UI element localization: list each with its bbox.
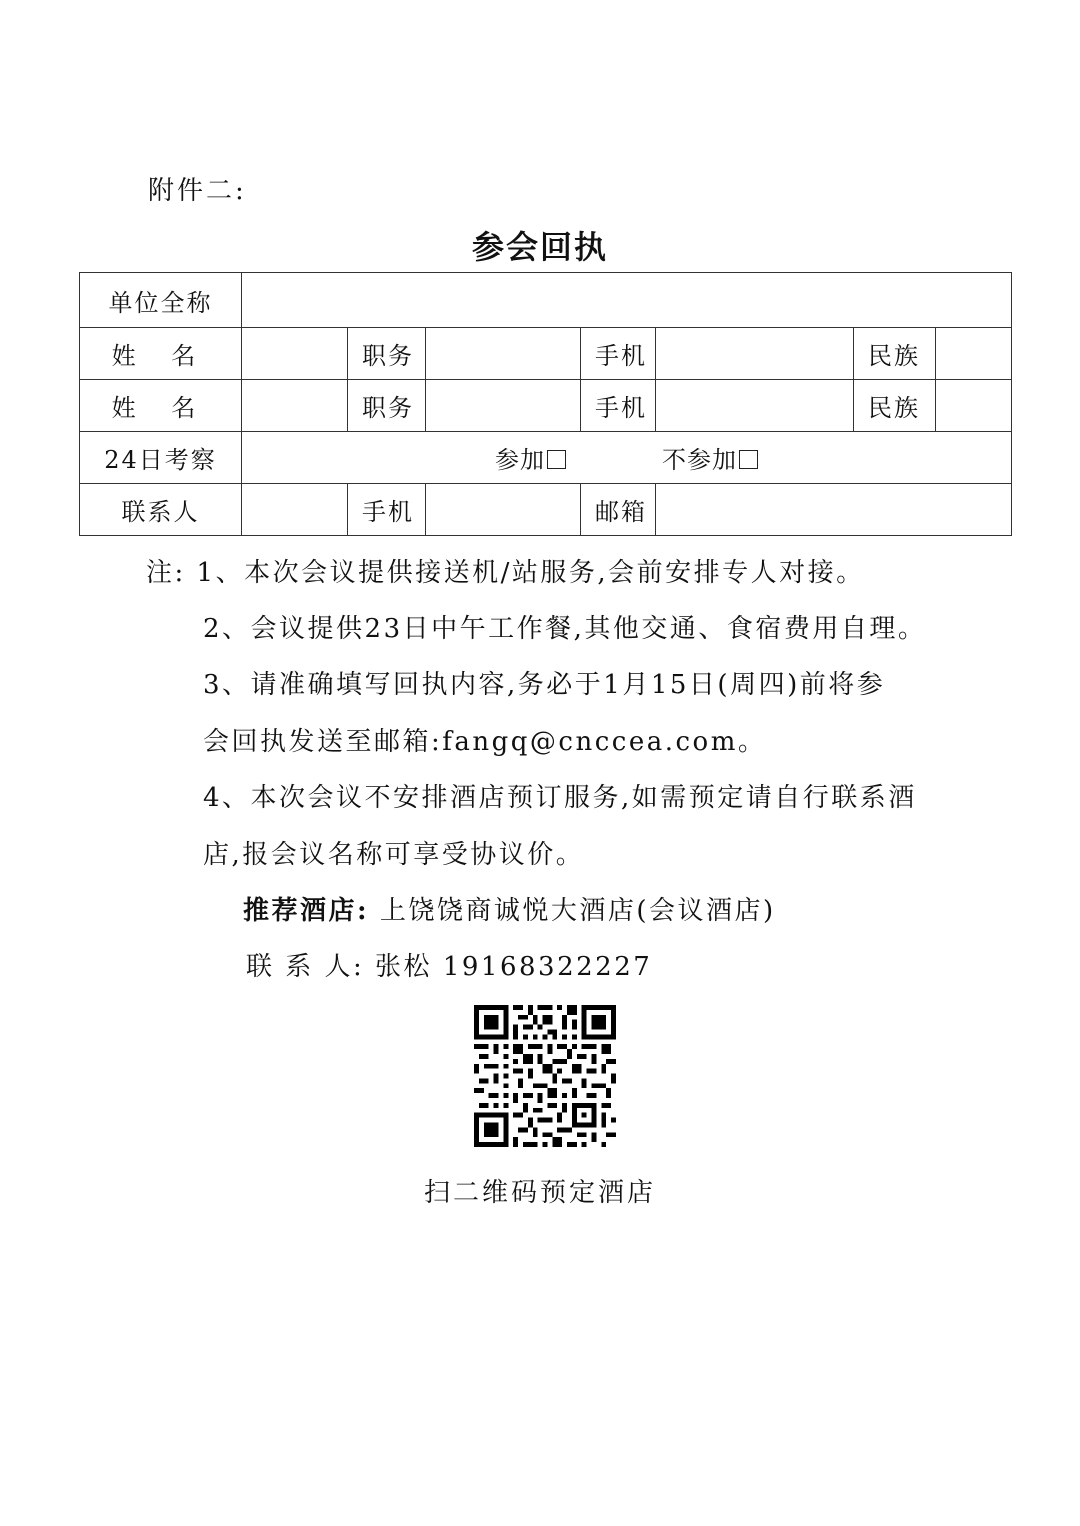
note-line-1: 注: 1、本次会议提供接送机/站服务,会前安排专人对接。 bbox=[146, 558, 865, 588]
attend-checkbox[interactable] bbox=[547, 450, 566, 469]
name-field[interactable] bbox=[242, 328, 348, 380]
phone-field[interactable] bbox=[656, 328, 854, 380]
inspection-options bbox=[242, 432, 1012, 484]
position-field[interactable] bbox=[426, 380, 581, 432]
contact-field[interactable] bbox=[242, 484, 348, 536]
form-title: 参会回执 bbox=[471, 228, 608, 266]
note-line-3b: 会回执发送至邮箱:fangq@cnccea.com。 bbox=[203, 727, 767, 757]
position-label: 职务 bbox=[348, 328, 426, 380]
table-row bbox=[80, 328, 1012, 380]
recommended-hotel bbox=[243, 890, 776, 927]
name-field[interactable] bbox=[242, 380, 348, 432]
ethnicity-label: 民族 bbox=[854, 328, 936, 380]
email-field[interactable] bbox=[656, 484, 1012, 536]
contact-label: 联系人 bbox=[80, 484, 242, 536]
phone-field[interactable] bbox=[656, 380, 854, 432]
position-field[interactable] bbox=[426, 328, 581, 380]
note-line-4a: 4、本次会议不安排酒店预订服务,如需预定请自行联系酒 bbox=[203, 783, 917, 813]
table-row bbox=[80, 380, 1012, 432]
name-label: 姓 名 bbox=[80, 328, 242, 380]
phone-label: 手机 bbox=[581, 380, 656, 432]
hotel-qr-code[interactable] bbox=[474, 1005, 616, 1147]
contact-phone-label: 手机 bbox=[348, 484, 426, 536]
not-attend-option[interactable]: 不参加 bbox=[662, 446, 758, 474]
attachment-label: 附件二: bbox=[148, 176, 247, 206]
not-attend-checkbox[interactable] bbox=[739, 450, 758, 469]
inspection-label: 24日考察 bbox=[80, 432, 242, 484]
qr-caption: 扫二维码预定酒店 bbox=[423, 1178, 656, 1208]
email-label: 邮箱 bbox=[581, 484, 656, 536]
note-line-2: 2、会议提供23日中午工作餐,其他交通、食宿费用自理。 bbox=[203, 614, 927, 644]
table-row bbox=[80, 484, 1012, 536]
ethnicity-field[interactable] bbox=[936, 380, 1012, 432]
name-label: 姓 名 bbox=[80, 380, 242, 432]
unit-label: 单位全称 bbox=[80, 273, 242, 328]
ethnicity-label: 民族 bbox=[854, 380, 936, 432]
unit-field[interactable] bbox=[242, 273, 1012, 328]
table-row bbox=[80, 273, 1012, 328]
ethnicity-field[interactable] bbox=[936, 328, 1012, 380]
contact-phone-field[interactable] bbox=[426, 484, 581, 536]
hotel-label: 推荐酒店: bbox=[243, 896, 370, 926]
table-row bbox=[80, 432, 1012, 484]
reply-form-table bbox=[79, 272, 1012, 536]
position-label: 职务 bbox=[348, 380, 426, 432]
note-line-4b: 店,报会议名称可享受协议价。 bbox=[203, 840, 585, 870]
hotel-name: 上饶饶商诚悦大酒店(会议酒店) bbox=[379, 896, 776, 926]
attend-option[interactable]: 参加 bbox=[495, 446, 566, 474]
hotel-contact: 联 系 人: 张松 19168322227 bbox=[246, 952, 653, 982]
phone-label: 手机 bbox=[581, 328, 656, 380]
note-line-3a: 3、请准确填写回执内容,务必于1月15日(周四)前将参 bbox=[203, 670, 886, 700]
